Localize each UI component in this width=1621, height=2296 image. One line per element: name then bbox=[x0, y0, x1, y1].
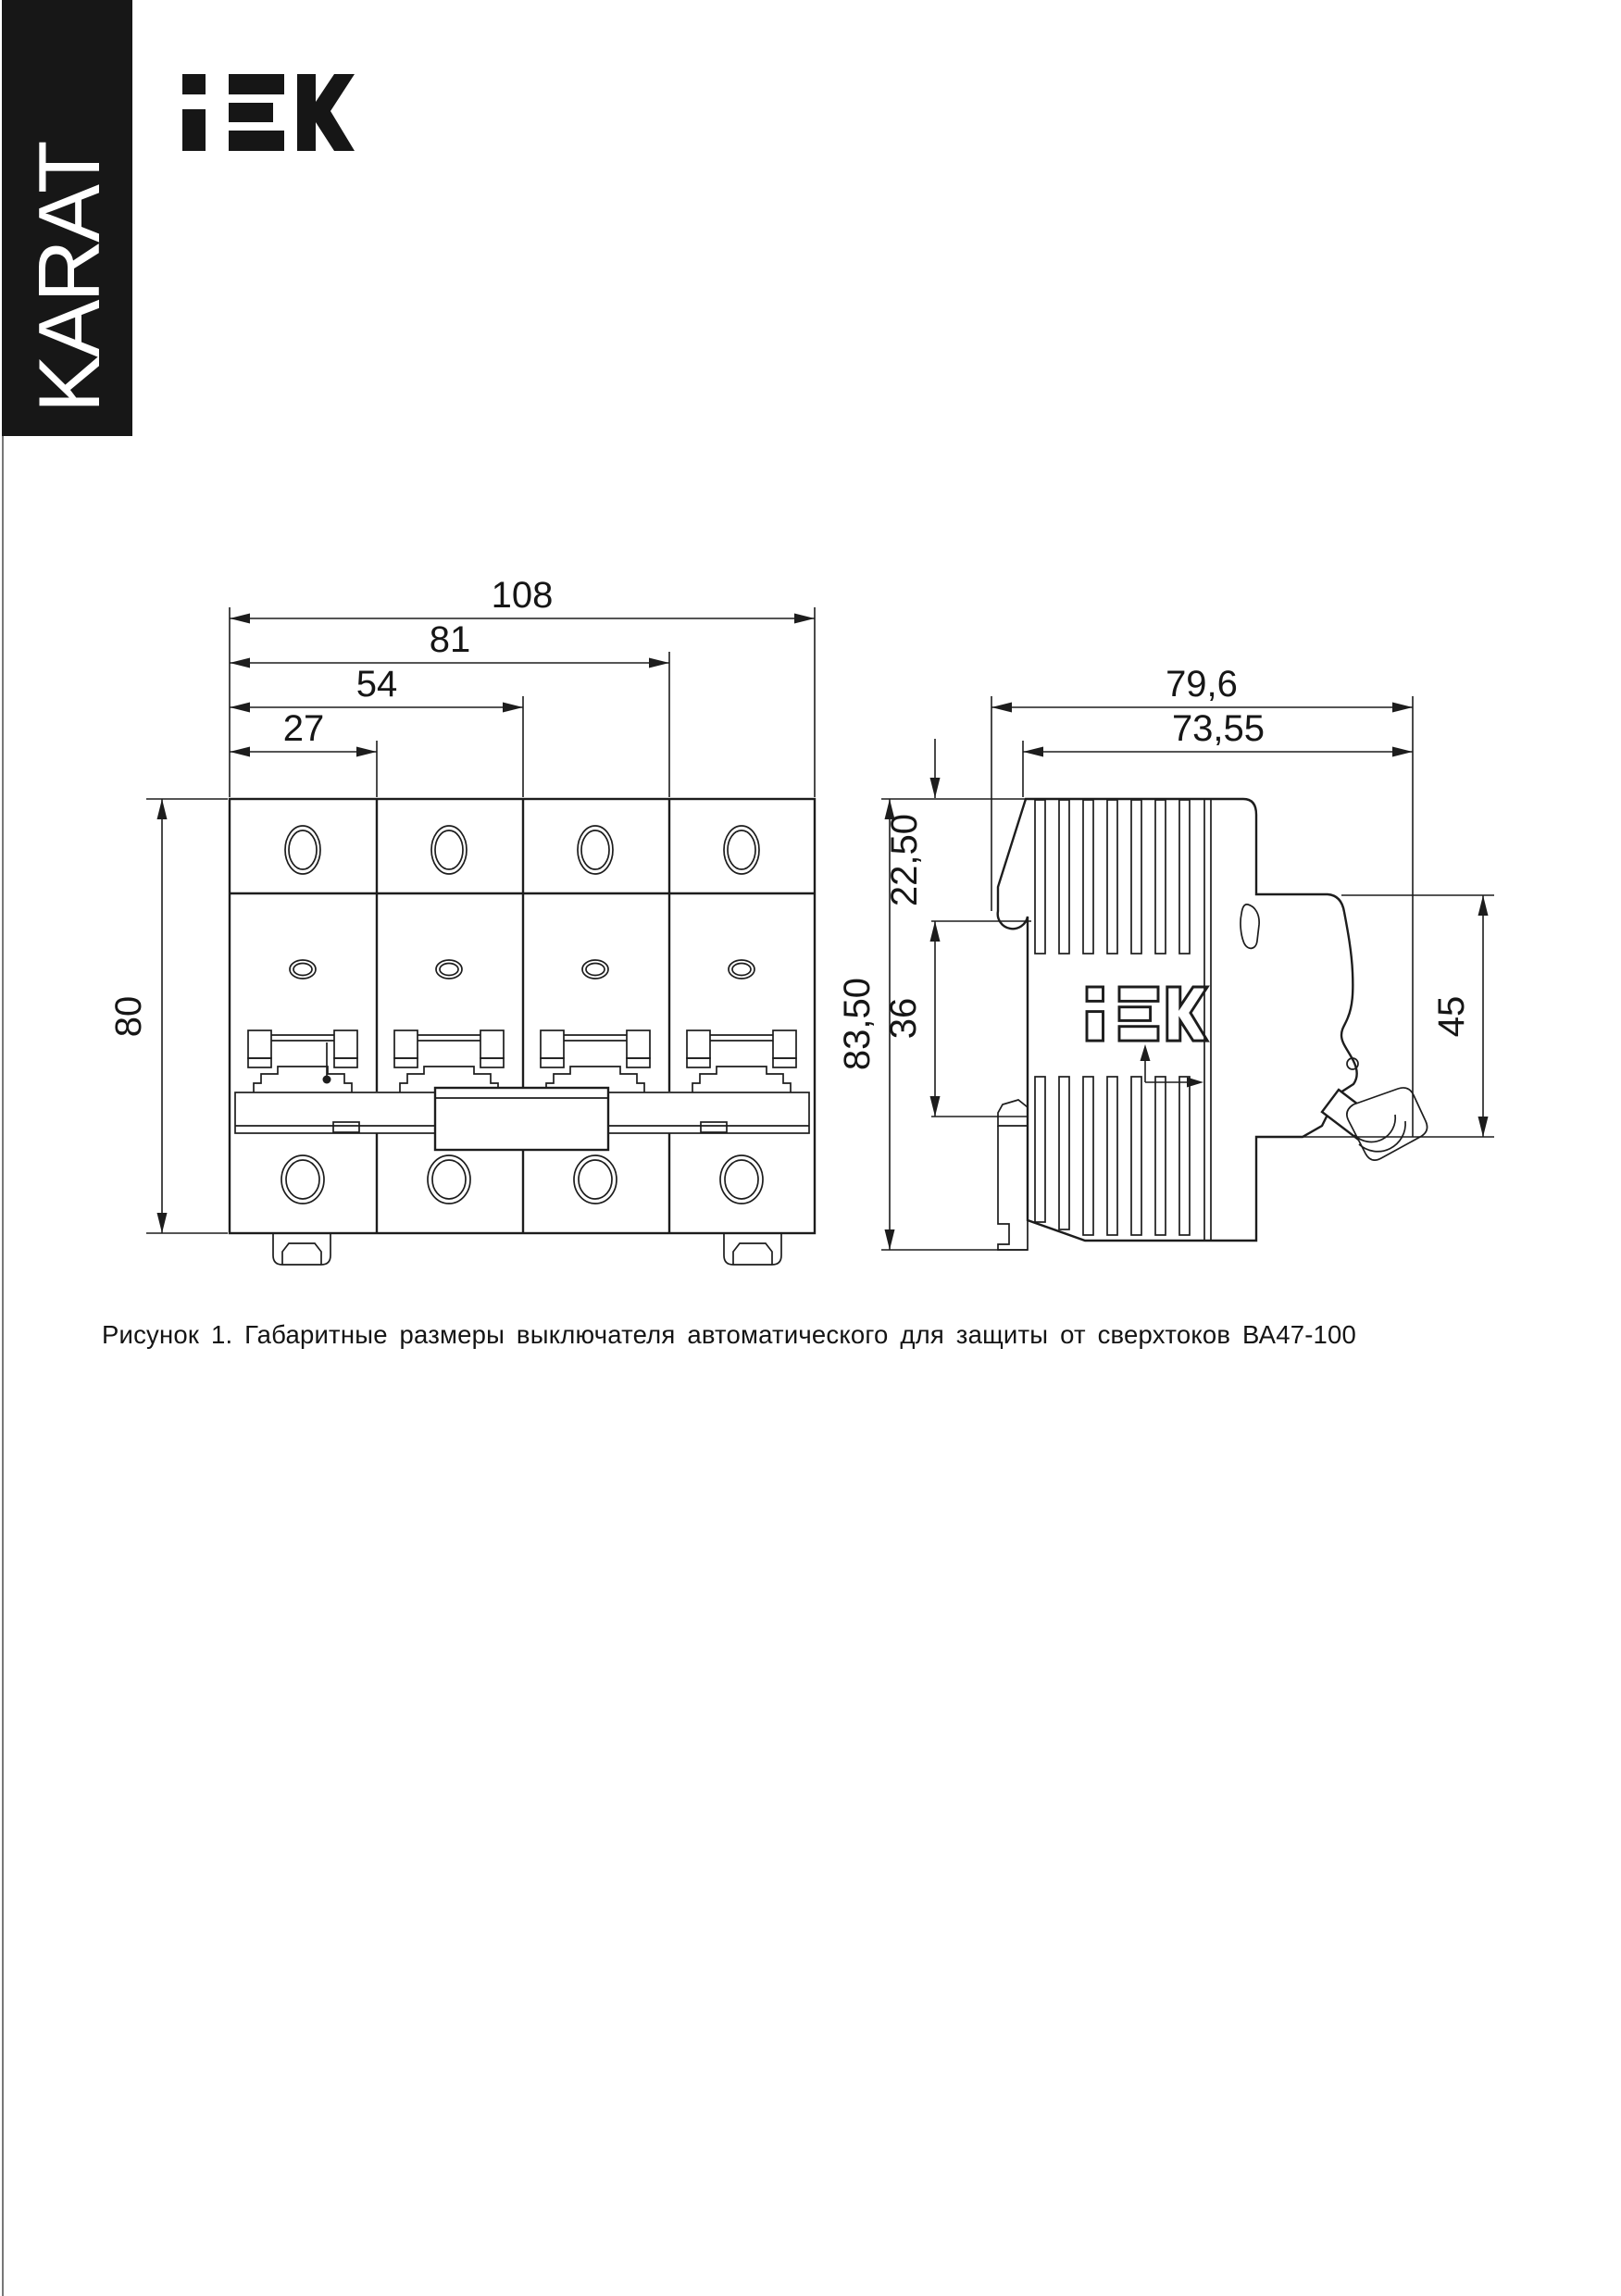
figure-caption: Рисунок 1. Габаритные размеры выключателя автоматического для защиты от сверхтоков ВА47-100 bbox=[102, 1320, 1357, 1349]
front-body bbox=[230, 799, 815, 1265]
front-view bbox=[108, 575, 815, 1265]
side-view bbox=[837, 664, 1494, 1250]
dim-108: 108 bbox=[491, 575, 554, 616]
dim-36: 36 bbox=[883, 997, 924, 1040]
dim-54: 54 bbox=[355, 664, 398, 705]
din-tab bbox=[724, 1233, 781, 1265]
karat-banner-label: KARAT bbox=[20, 143, 118, 413]
molded-arrow bbox=[1141, 1044, 1204, 1088]
iek-logo bbox=[182, 74, 355, 151]
ribs-lower bbox=[1035, 1077, 1190, 1235]
dim-22-50: 22,50 bbox=[884, 813, 925, 907]
molded-iek-logo bbox=[1087, 987, 1207, 1041]
dim-79-6: 79,6 bbox=[1166, 664, 1238, 705]
ribs-upper bbox=[1035, 800, 1190, 954]
dim-81: 81 bbox=[429, 619, 471, 660]
din-tab bbox=[273, 1233, 330, 1265]
dim-80: 80 bbox=[108, 995, 149, 1038]
handle-block bbox=[435, 1088, 608, 1150]
handle-lock bbox=[1347, 1088, 1428, 1160]
dim-45: 45 bbox=[1431, 995, 1472, 1038]
dim-83-50: 83,50 bbox=[837, 977, 878, 1071]
dim-73-55: 73,55 bbox=[1171, 708, 1266, 749]
flag-window bbox=[1241, 905, 1259, 948]
side-body bbox=[998, 799, 1428, 1250]
dim-27: 27 bbox=[282, 708, 325, 749]
